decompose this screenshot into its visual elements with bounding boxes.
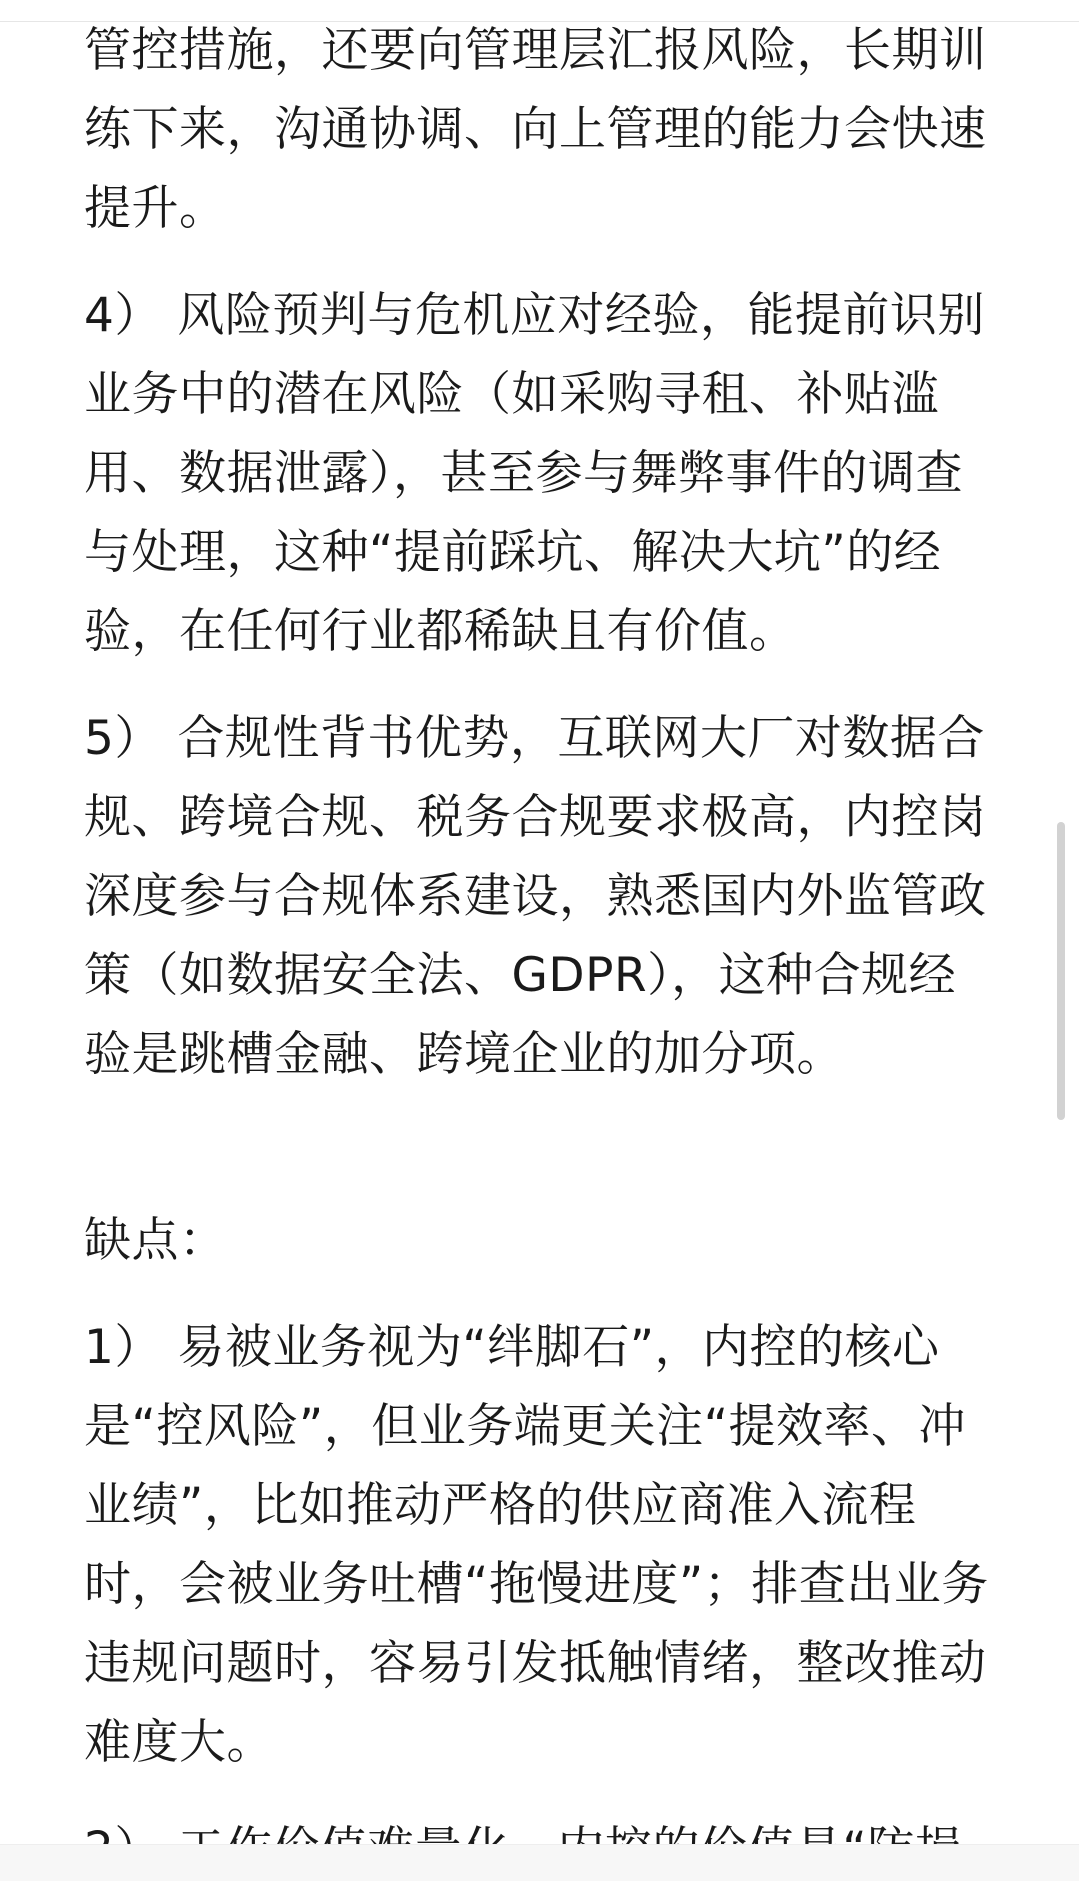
cons-paragraph-1 bbox=[84, 1308, 1004, 1782]
text-line: 4） 风险预判与危机应对经验，能提前识别 bbox=[84, 288, 985, 343]
paragraph-3-tail bbox=[84, 11, 1004, 248]
text-line: 验，在任何行业都稀缺且有价值。 bbox=[84, 604, 797, 659]
text-line: 与处理，这种“提前踩坑、解决大坑”的经 bbox=[84, 525, 942, 580]
text-line: 违规问题时，容易引发抵触情绪，整改推动 bbox=[84, 1636, 987, 1691]
text-line: 练下来，沟通协调、向上管理的能力会快速 bbox=[84, 102, 987, 157]
text-line: 难度大。 bbox=[84, 1715, 274, 1770]
text-line: 业务中的潜在风险（如采购寻租、补贴滥 bbox=[84, 367, 939, 422]
text-line: 5） 合规性背书优势，互联网大厂对数据合 bbox=[84, 711, 985, 766]
text-line: 是“控风险”，但业务端更关注“提效率、冲 bbox=[84, 1399, 967, 1454]
text-line: 管控措施，还要向管理层汇报风险，长期训 bbox=[84, 23, 987, 78]
text-line: 深度参与合规体系建设，熟悉国内外监管政 bbox=[84, 869, 987, 924]
text-line: 提升。 bbox=[84, 181, 227, 236]
paragraph-5 bbox=[84, 699, 1004, 1094]
text-line: 1） 易被业务视为“绊脚石”，内控的核心 bbox=[84, 1320, 940, 1375]
text-line: 时，会被业务吐槽“拖慢进度”；排查出业务 bbox=[84, 1557, 989, 1612]
paragraph-4 bbox=[84, 276, 1004, 671]
text-line: 验是跳槽金融、跨境企业的加分项。 bbox=[84, 1027, 844, 1082]
text-line: 业绩”，比如推动严格的供应商准入流程 bbox=[84, 1478, 917, 1533]
article-body bbox=[84, 11, 1004, 1889]
scrollbar-thumb[interactable] bbox=[1057, 822, 1065, 1120]
text-line: 规、跨境合规、税务合规要求极高，内控岗 bbox=[84, 790, 987, 845]
bottom-bar bbox=[0, 1844, 1079, 1881]
text-line: 用、数据泄露），甚至参与舞弊事件的调查 bbox=[84, 446, 963, 501]
text-line: 策（如数据安全法、GDPR），这种合规经 bbox=[84, 948, 957, 1003]
cons-heading: 缺点： bbox=[84, 1213, 227, 1268]
